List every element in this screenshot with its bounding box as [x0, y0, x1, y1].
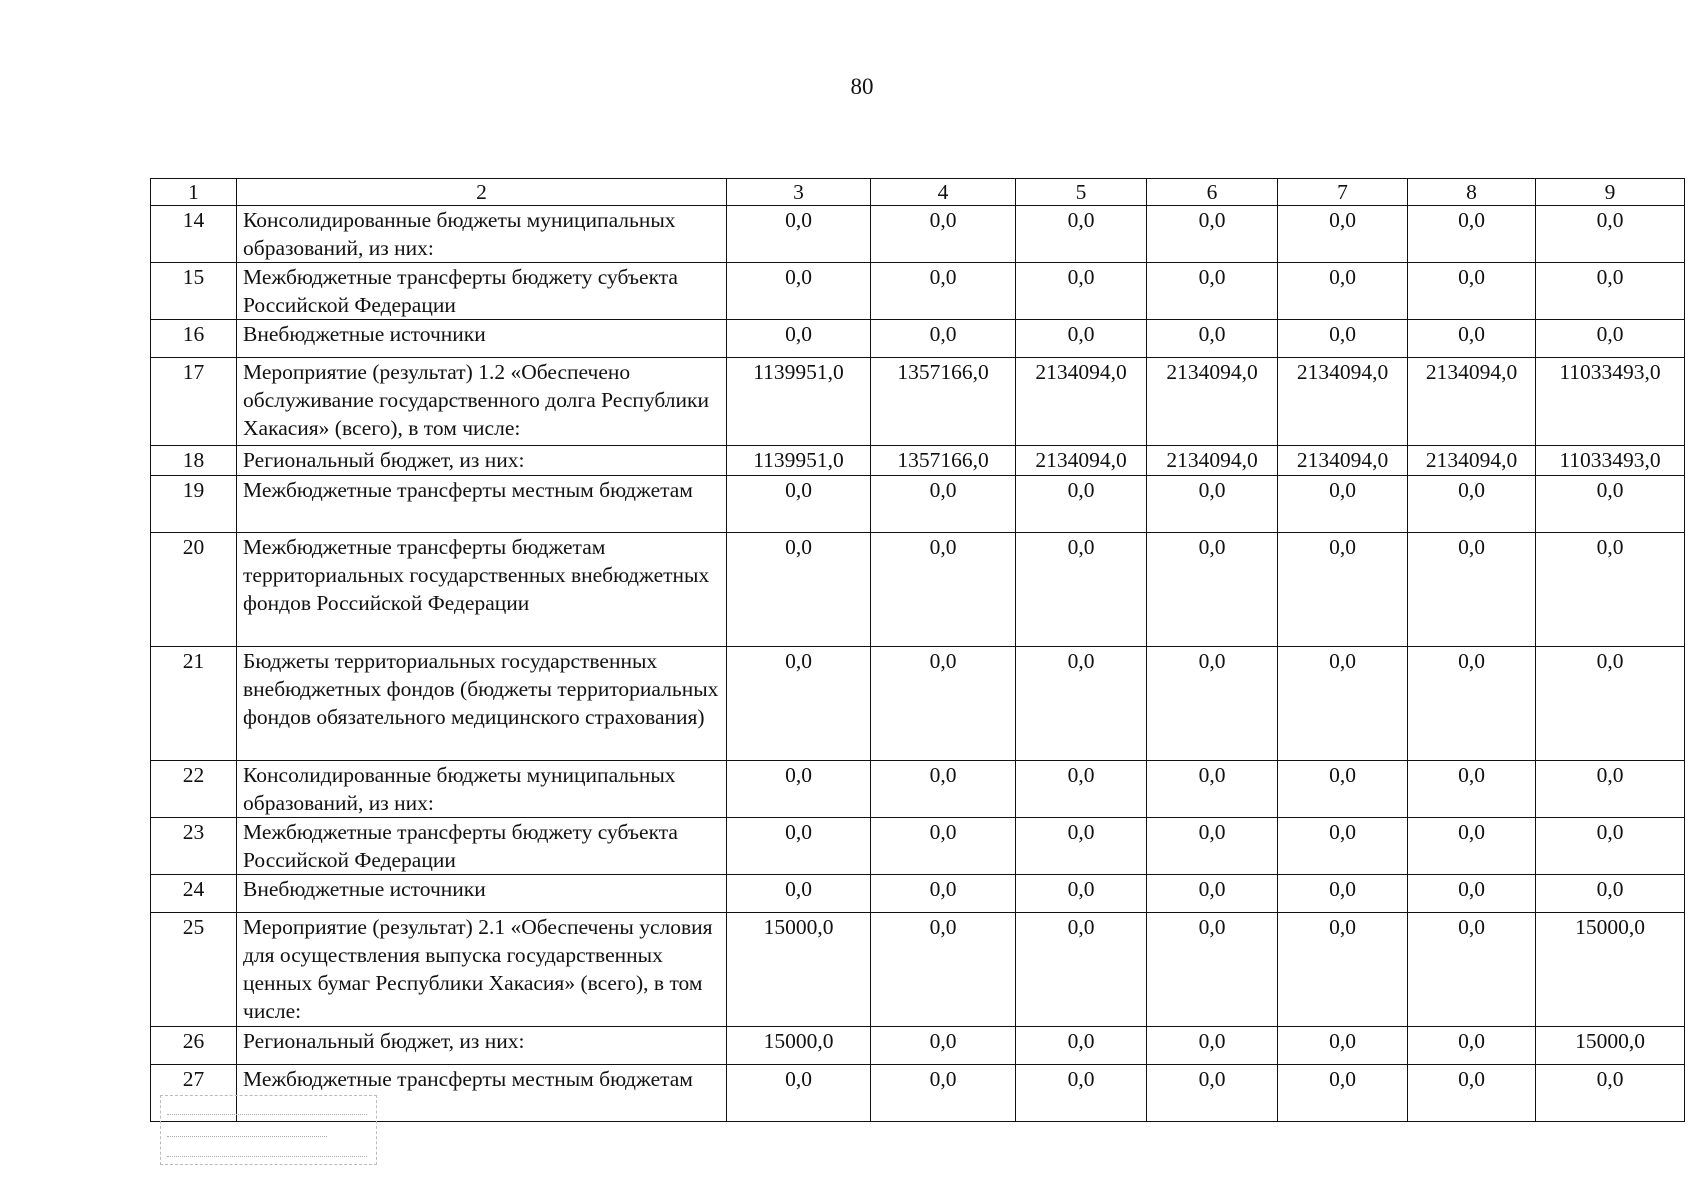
value-cell: 0,0: [1016, 476, 1147, 533]
value-cell: 0,0: [871, 875, 1016, 913]
value-cell: 2134094,0: [1408, 358, 1536, 446]
value-cell: 0,0: [1147, 818, 1278, 875]
value-cell: 2134094,0: [1147, 358, 1278, 446]
value-cell: 1357166,0: [871, 358, 1016, 446]
page-number: 80: [850, 74, 874, 99]
value-cell: 0,0: [1016, 206, 1147, 263]
value-cell: 15000,0: [1536, 913, 1685, 1027]
table-row: [151, 446, 1685, 476]
value-cell: 0,0: [871, 533, 1016, 647]
value-cell: 0,0: [1536, 818, 1685, 875]
row-description: Внебюджетные источники: [237, 320, 727, 358]
value-cell: 0,0: [1408, 761, 1536, 818]
value-cell: 0,0: [1536, 875, 1685, 913]
value-cell: 0,0: [1408, 818, 1536, 875]
value-cell: 0,0: [727, 320, 871, 358]
value-cell: 15000,0: [1536, 1027, 1685, 1065]
value-cell: 0,0: [871, 1027, 1016, 1065]
value-cell: 0,0: [1147, 647, 1278, 761]
row-description: Мероприятие (результат) 2.1 «Обеспечены условия для осуществления выпуска государственных ценных бумаг Республики Хакасия» (всего), в том числе:: [237, 913, 727, 1027]
value-cell: 0,0: [1278, 1065, 1408, 1122]
value-cell: 0,0: [1536, 533, 1685, 647]
table-row: [151, 913, 1685, 1027]
header-cell: 7: [1278, 179, 1408, 206]
table-row: [151, 875, 1685, 913]
value-cell: 0,0: [1147, 1027, 1278, 1065]
row-number: 27: [151, 1065, 237, 1122]
header-cell: 1: [151, 179, 237, 206]
row-number: 25: [151, 913, 237, 1027]
value-cell: 11033493,0: [1536, 358, 1685, 446]
row-description: Межбюджетные трансферты бюджету субъекта Российской Федерации: [237, 818, 727, 875]
header-cell: 9: [1536, 179, 1685, 206]
value-cell: 0,0: [1408, 913, 1536, 1027]
table-row: [151, 761, 1685, 818]
table-row: [151, 533, 1685, 647]
value-cell: 0,0: [871, 476, 1016, 533]
value-cell: 0,0: [1147, 476, 1278, 533]
value-cell: 0,0: [727, 263, 871, 320]
value-cell: 0,0: [1147, 913, 1278, 1027]
value-cell: 0,0: [1278, 320, 1408, 358]
header-cell: 4: [871, 179, 1016, 206]
value-cell: 0,0: [1536, 647, 1685, 761]
value-cell: 0,0: [1016, 1065, 1147, 1122]
value-cell: 2134094,0: [1016, 358, 1147, 446]
value-cell: 0,0: [1016, 1027, 1147, 1065]
row-number: 24: [151, 875, 237, 913]
value-cell: 0,0: [727, 206, 871, 263]
header-cell: 5: [1016, 179, 1147, 206]
value-cell: 11033493,0: [1536, 446, 1685, 476]
table-header-row: [151, 179, 1685, 206]
value-cell: 0,0: [1278, 761, 1408, 818]
value-cell: 2134094,0: [1016, 446, 1147, 476]
value-cell: 0,0: [871, 818, 1016, 875]
value-cell: 2134094,0: [1278, 358, 1408, 446]
row-number: 26: [151, 1027, 237, 1065]
value-cell: 0,0: [1147, 761, 1278, 818]
row-number: 15: [151, 263, 237, 320]
row-number: 17: [151, 358, 237, 446]
value-cell: 0,0: [727, 533, 871, 647]
row-description: Региональный бюджет, из них:: [237, 1027, 727, 1065]
value-cell: 0,0: [1536, 263, 1685, 320]
value-cell: 0,0: [1016, 533, 1147, 647]
row-description: Бюджеты территориальных государственных внебюджетных фондов (бюджеты территориальных фондов обязательного медицинского страхования): [237, 647, 727, 761]
value-cell: 0,0: [1408, 875, 1536, 913]
value-cell: 0,0: [1278, 533, 1408, 647]
value-cell: 1139951,0: [727, 446, 871, 476]
value-cell: 0,0: [1278, 1027, 1408, 1065]
value-cell: 1357166,0: [871, 446, 1016, 476]
value-cell: 0,0: [1408, 263, 1536, 320]
value-cell: 0,0: [1278, 647, 1408, 761]
row-number: 23: [151, 818, 237, 875]
table-row: [151, 476, 1685, 533]
value-cell: 0,0: [871, 1065, 1016, 1122]
header-cell: 3: [727, 179, 871, 206]
value-cell: 0,0: [1278, 913, 1408, 1027]
table-row: [151, 647, 1685, 761]
table-row: [151, 320, 1685, 358]
value-cell: 0,0: [871, 320, 1016, 358]
row-number: 21: [151, 647, 237, 761]
value-cell: 15000,0: [727, 1027, 871, 1065]
value-cell: 0,0: [727, 875, 871, 913]
header-cell: 8: [1408, 179, 1536, 206]
value-cell: 0,0: [871, 206, 1016, 263]
value-cell: 0,0: [871, 913, 1016, 1027]
value-cell: 0,0: [1536, 1065, 1685, 1122]
row-number: 16: [151, 320, 237, 358]
row-number: 19: [151, 476, 237, 533]
value-cell: 0,0: [1147, 533, 1278, 647]
value-cell: 0,0: [1147, 320, 1278, 358]
value-cell: 0,0: [1147, 206, 1278, 263]
table-row: [151, 358, 1685, 446]
row-description: Межбюджетные трансферты бюджету субъекта Российской Федерации: [237, 263, 727, 320]
value-cell: 0,0: [1408, 1027, 1536, 1065]
value-cell: 0,0: [1408, 476, 1536, 533]
value-cell: 1139951,0: [727, 358, 871, 446]
value-cell: 2134094,0: [1408, 446, 1536, 476]
value-cell: 0,0: [1408, 1065, 1536, 1122]
value-cell: 0,0: [1536, 476, 1685, 533]
table-row: [151, 1027, 1685, 1065]
value-cell: 2134094,0: [1278, 446, 1408, 476]
value-cell: 2134094,0: [1147, 446, 1278, 476]
row-number: 20: [151, 533, 237, 647]
value-cell: 0,0: [871, 761, 1016, 818]
value-cell: 0,0: [1536, 761, 1685, 818]
value-cell: 0,0: [1408, 206, 1536, 263]
value-cell: 0,0: [1536, 320, 1685, 358]
row-description: Консолидированные бюджеты муниципальных образований, из них:: [237, 761, 727, 818]
table-row: [151, 818, 1685, 875]
row-description: Межбюджетные трансферты местным бюджетам: [237, 1065, 727, 1122]
value-cell: 0,0: [727, 818, 871, 875]
header-cell: 2: [237, 179, 727, 206]
budget-table: [150, 178, 1685, 1122]
value-cell: 0,0: [1016, 647, 1147, 761]
value-cell: 0,0: [1147, 263, 1278, 320]
row-description: Межбюджетные трансферты бюджетам территориальных государственных внебюджетных фондов Российской Федерации: [237, 533, 727, 647]
value-cell: 0,0: [1278, 263, 1408, 320]
value-cell: 0,0: [1016, 761, 1147, 818]
value-cell: 0,0: [1278, 476, 1408, 533]
row-description: Региональный бюджет, из них:: [237, 446, 727, 476]
table-row: [151, 263, 1685, 320]
value-cell: 0,0: [1408, 533, 1536, 647]
value-cell: 0,0: [1147, 875, 1278, 913]
value-cell: 0,0: [727, 1065, 871, 1122]
value-cell: 0,0: [1016, 320, 1147, 358]
value-cell: 0,0: [1016, 913, 1147, 1027]
value-cell: 0,0: [1278, 206, 1408, 263]
value-cell: 0,0: [1016, 263, 1147, 320]
value-cell: 0,0: [1278, 818, 1408, 875]
value-cell: 0,0: [727, 761, 871, 818]
table-row: [151, 206, 1685, 263]
value-cell: 0,0: [1408, 320, 1536, 358]
value-cell: 0,0: [1536, 206, 1685, 263]
stamp-mark: [160, 1095, 377, 1165]
value-cell: 15000,0: [727, 913, 871, 1027]
value-cell: 0,0: [1408, 647, 1536, 761]
value-cell: 0,0: [1147, 1065, 1278, 1122]
value-cell: 0,0: [1016, 875, 1147, 913]
value-cell: 0,0: [727, 476, 871, 533]
row-description: Внебюджетные источники: [237, 875, 727, 913]
row-description: Консолидированные бюджеты муниципальных образований, из них:: [237, 206, 727, 263]
value-cell: 0,0: [727, 647, 871, 761]
value-cell: 0,0: [1016, 818, 1147, 875]
row-number: 18: [151, 446, 237, 476]
row-description: Мероприятие (результат) 1.2 «Обеспечено обслуживание государственного долга Республики Хакасия» (всего), в том числе:: [237, 358, 727, 446]
row-description: Межбюджетные трансферты местным бюджетам: [237, 476, 727, 533]
value-cell: 0,0: [1278, 875, 1408, 913]
value-cell: 0,0: [871, 263, 1016, 320]
table-row: [151, 1065, 1685, 1122]
value-cell: 0,0: [871, 647, 1016, 761]
header-cell: 6: [1147, 179, 1278, 206]
row-number: 14: [151, 206, 237, 263]
row-number: 22: [151, 761, 237, 818]
